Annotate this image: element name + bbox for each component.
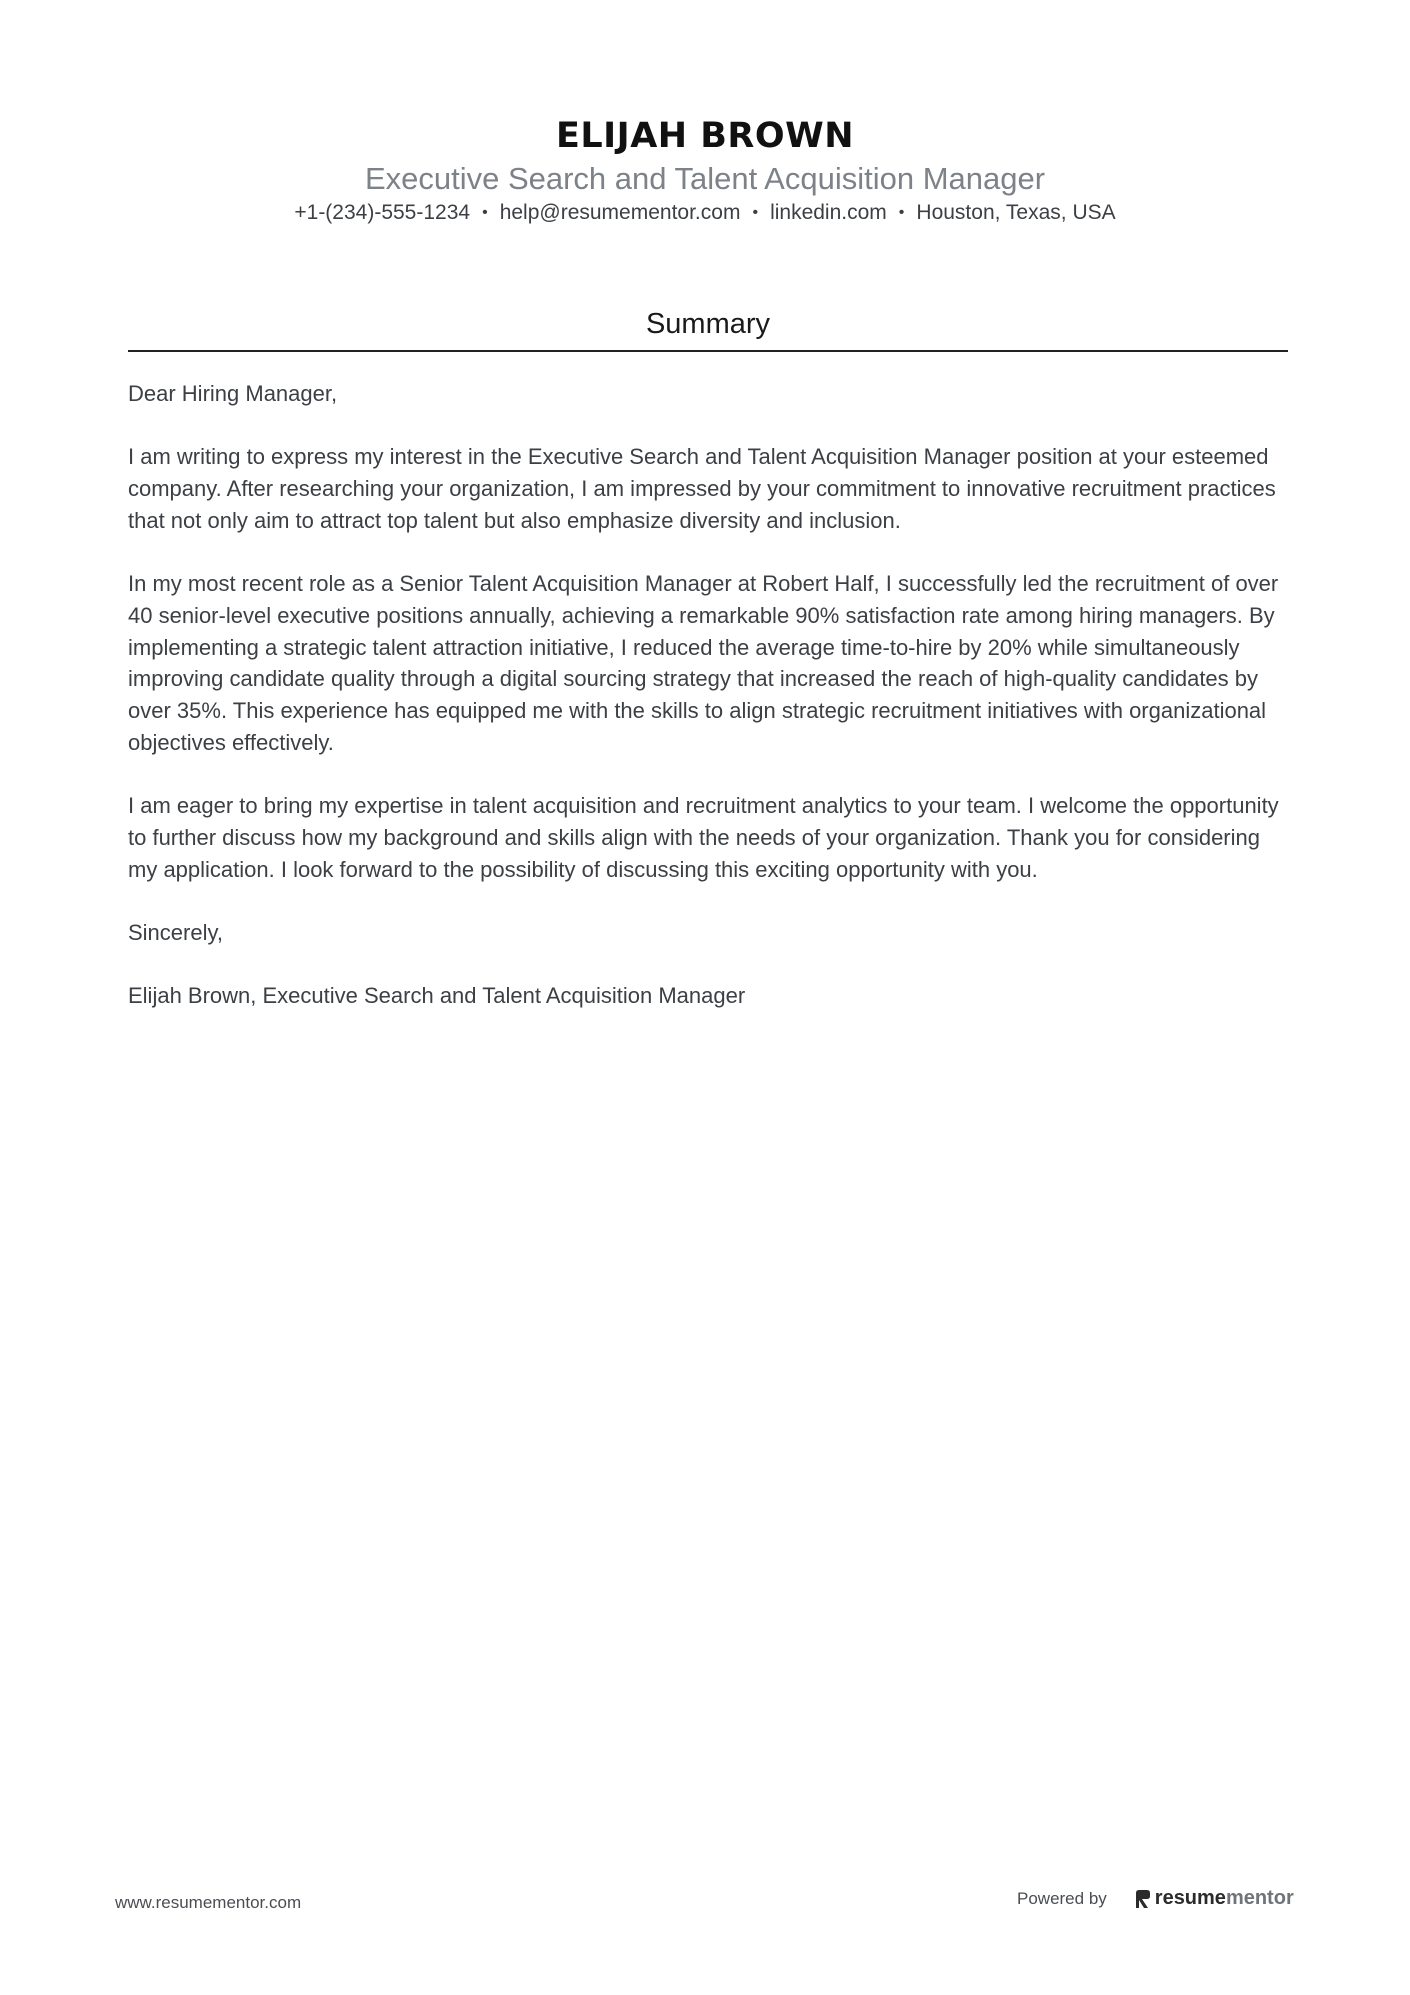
footer-branding bbox=[1017, 1887, 1294, 1910]
applicant-role: Executive Search and Talent Acquisition Manager bbox=[364, 161, 1046, 196]
brand-name-bold: resume bbox=[1154, 1887, 1226, 1909]
contact-location: Houston, Texas, USA bbox=[916, 201, 1116, 224]
powered-by-label: Powered by bbox=[1017, 1888, 1107, 1908]
separator-dot: • bbox=[482, 204, 488, 221]
letter-closing: Sincerely, bbox=[128, 919, 223, 945]
contact-line bbox=[0, 198, 1410, 230]
letter-paragraph-2: In my most recent role as a Senior Talent Acquisition Manager at Robert Half, I successfully led the recruitment of over 40 senior-level executive positions annually, achieving a remarkable 90% satisfaction rate among hiring managers. By implementing a strategic talent attraction initiative, I reduced the average time-to-hire by 20% while simultaneously improving candidate quality through a digital sourcing strategy that increased the reach of high-quality candidates by over 35%. This experience has equipped me with the skills to align strategic recruitment initiatives with organizational objectives effectively. bbox=[128, 571, 1279, 755]
brand-name-light: mentor bbox=[1225, 1887, 1294, 1909]
letter-signature: Elijah Brown, Executive Search and Talent Acquisition Manager bbox=[128, 983, 746, 1009]
separator-dot: • bbox=[752, 204, 759, 221]
contact-linkedin[interactable]: linkedin.com bbox=[770, 201, 887, 224]
separator-dot: • bbox=[898, 204, 905, 221]
contact-email[interactable]: help@resumementor.com bbox=[499, 201, 741, 224]
section-divider bbox=[128, 350, 1288, 352]
letter-body bbox=[128, 378, 1288, 1044]
brand-logo[interactable] bbox=[1135, 1887, 1294, 1910]
section-title-summary: Summary bbox=[645, 308, 771, 340]
letter-greeting: Dear Hiring Manager, bbox=[128, 381, 338, 406]
applicant-name: ELIJAH BROWN bbox=[555, 116, 855, 156]
contact-phone: +1-(234)-555-1234 bbox=[294, 201, 471, 224]
letter-paragraph-3: I am eager to bring my expertise in talent acquisition and recruitment analytics to your team. I welcome the opportunity to further discuss how my background and skills align with the needs of your organization. Thank you for considering my application. I look forward to the possibility of discussing this exciting opportunity with you. bbox=[128, 793, 1279, 882]
footer-website-link[interactable]: www.resumementor.com bbox=[115, 1893, 302, 1912]
letter-header bbox=[0, 112, 1410, 230]
resumementor-logo-icon bbox=[1135, 1889, 1151, 1909]
letter-paragraph-1: I am writing to express my interest in the Executive Search and Talent Acquisition Manager position at your esteemed company. After researching your organization, I am impressed by your commitment to innovative recruitment practices that not only aim to attract top talent but also emphasize diversity and inclusion. bbox=[128, 444, 1276, 533]
